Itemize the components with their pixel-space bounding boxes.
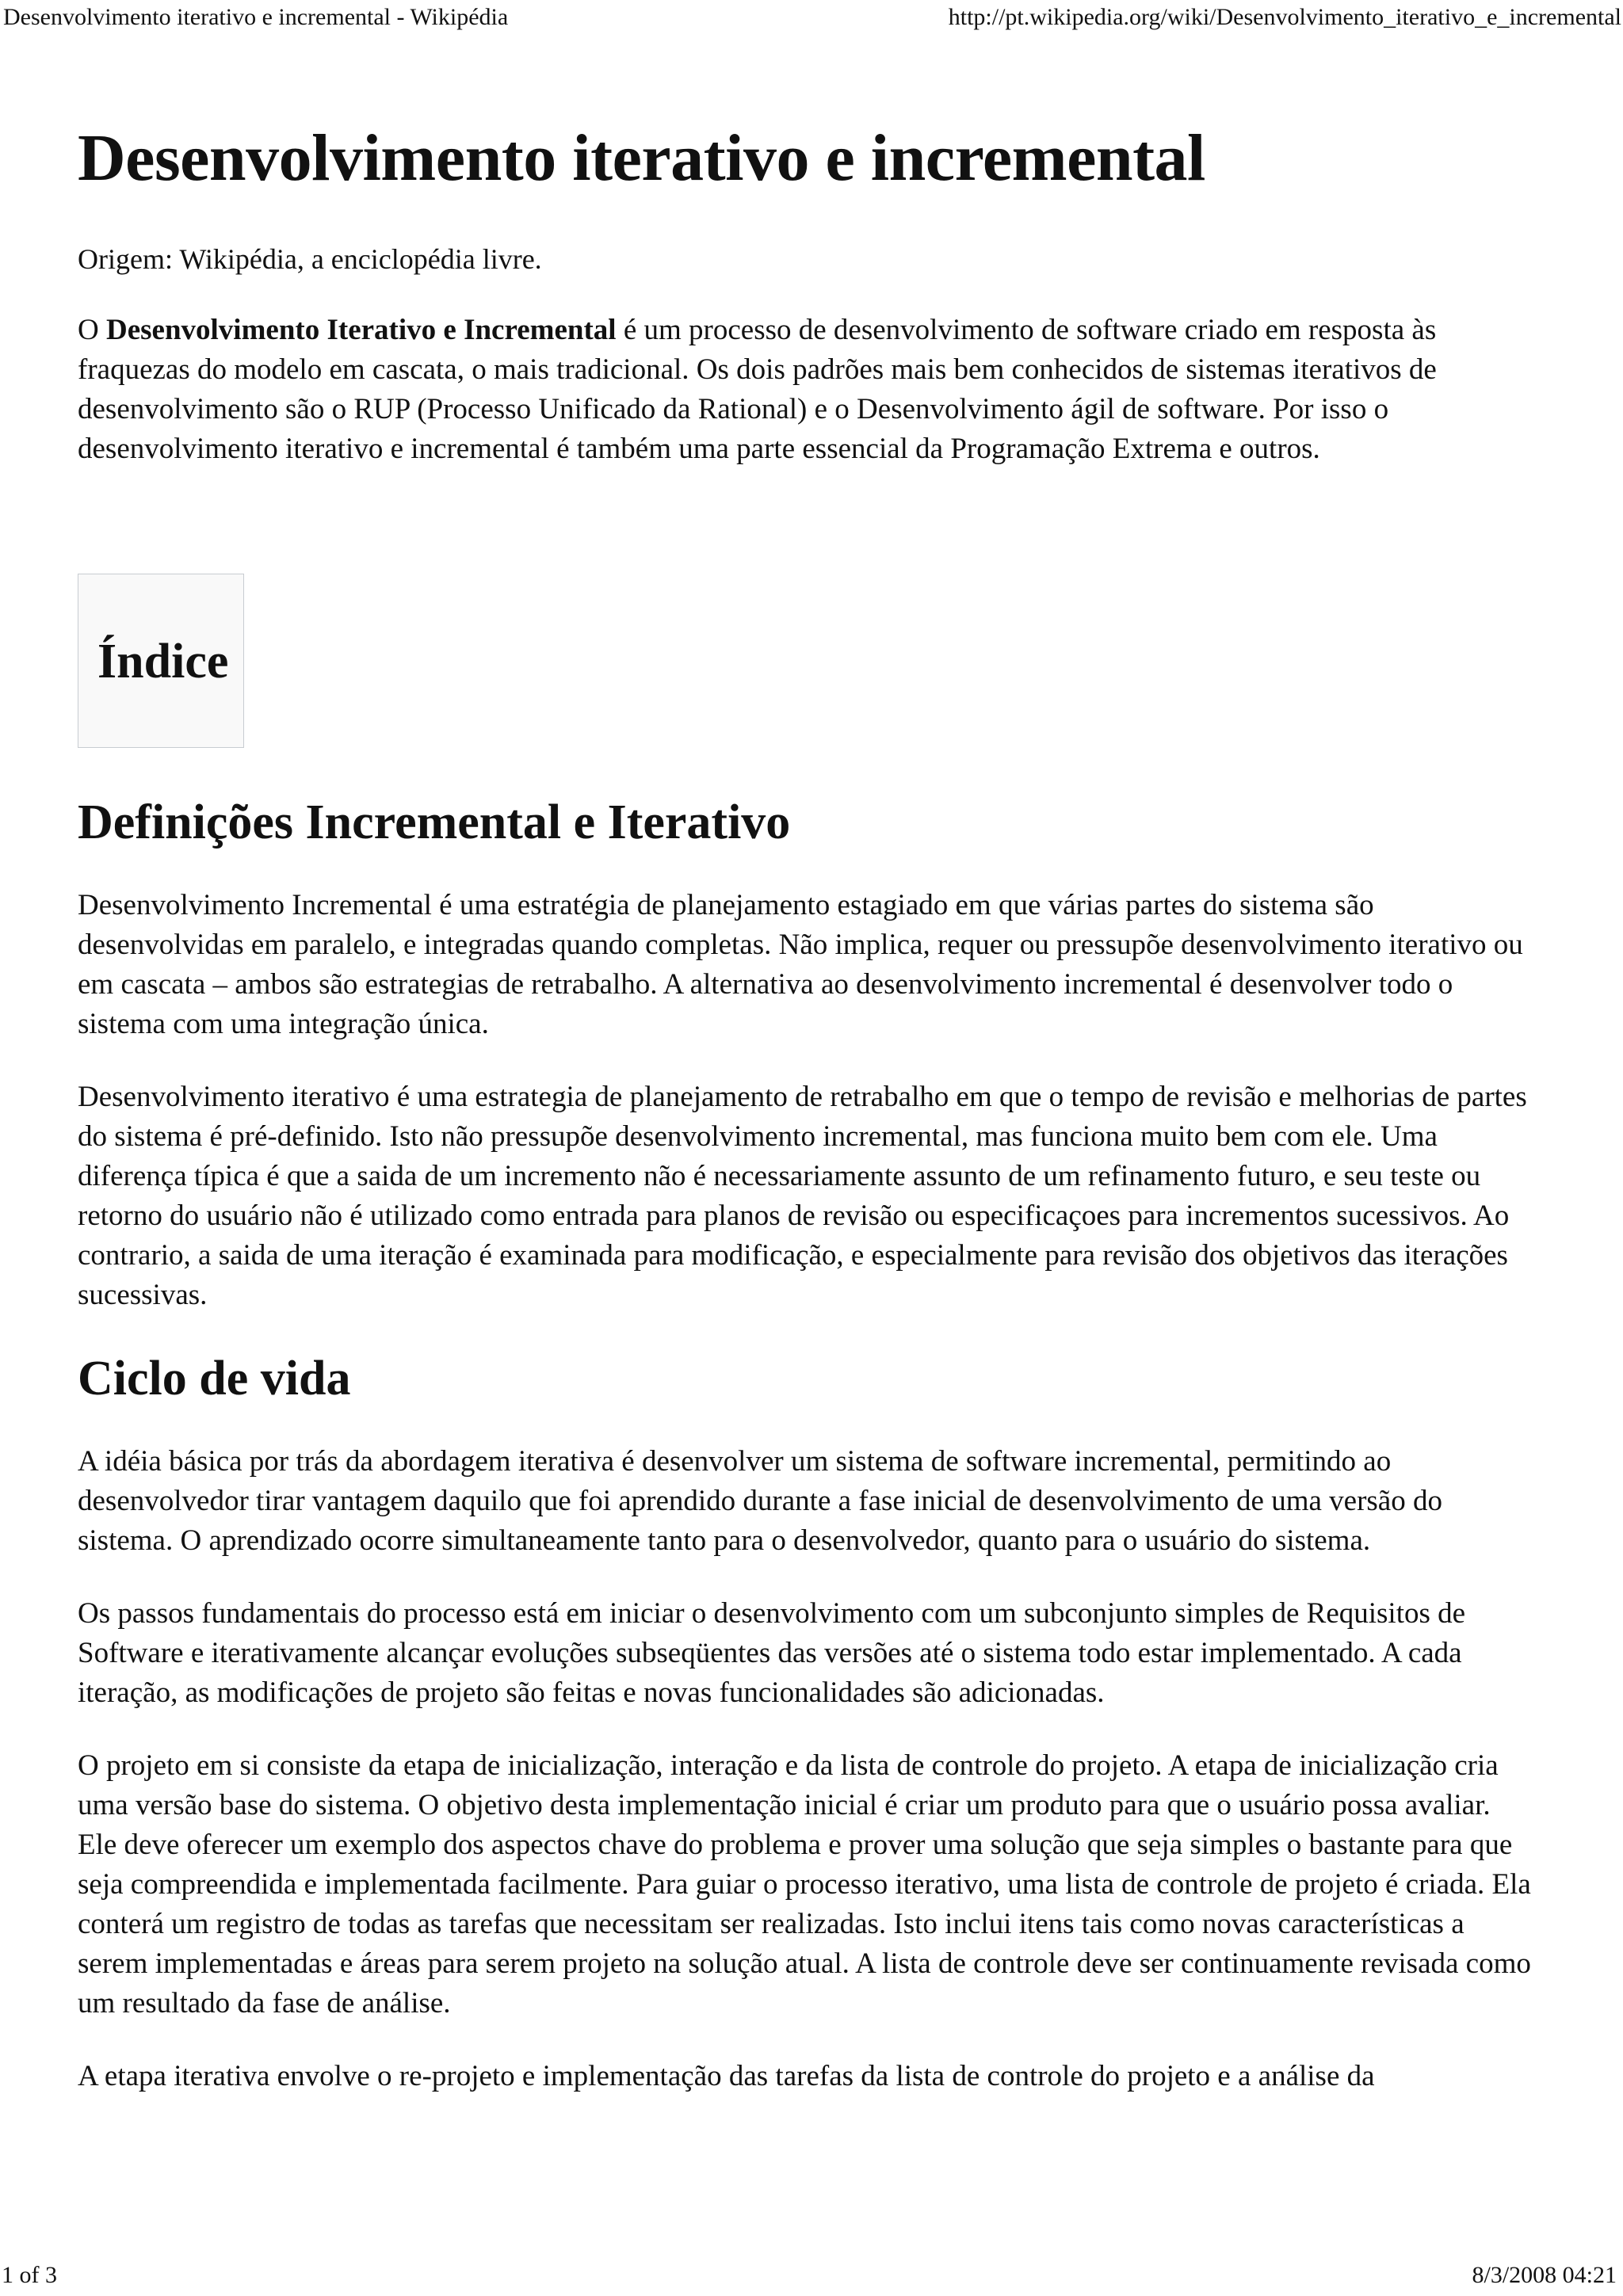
intro-paragraph	[78, 311, 1536, 469]
print-header-url: http://pt.wikipedia.org/wiki/Desenvolvimento_iterativo_e_incremental	[948, 4, 1621, 30]
toc-heading: Índice	[97, 635, 229, 688]
print-header-page-title: Desenvolvimento iterativo e incremental - Wikipédia	[3, 4, 509, 30]
section-heading-definicoes: Definições Incremental e Iterativo	[78, 795, 791, 849]
article-source-line: Origem: Wikipédia, a enciclopédia livre.	[78, 243, 542, 275]
page-title: Desenvolvimento iterativo e incremental	[78, 121, 1205, 195]
print-footer-datetime: 8/3/2008 04:21	[1472, 2262, 1617, 2288]
section-paragraph: O projeto em si consiste da etapa de inicialização, interação e da lista de controle do projeto. A etapa de inicialização cria uma versão base do sistema. O objetivo desta implementação inicial é criar um produto para que o usuário possa avaliar. Ele deve oferecer um exemplo dos aspectos chave do problema e prover uma solução que seja simples o bastante para que seja compreendida e implementada facilmente. Para guiar o processo iterativo, uma lista de controle de projeto é criada. Ela conterá um registro de todas as tarefas que necessitam ser realizadas. Isto inclui itens tais como novas características a serem implementadas e áreas para serem projeto na solução atual. A lista de controle deve ser continuamente revisada como um resultado da fase de análise.	[78, 1749, 1531, 2019]
section-paragraph: Desenvolvimento iterativo é uma estrategia de planejamento de retrabalho em que o tempo de revisão e melhorias de partes do sistema é pré-definido. Isto não pressupõe desenvolvimento incremental, mas funciona muito bem com ele. Uma diferença típica é que a saida de um incremento não é necessariamente assunto de um refinamento futuro, e seu teste ou retorno do usuário não é utilizado como entrada para planos de revisão ou especificaçoes para incrementos sucessivos. Ao contrario, a saida de uma iteração é examinada para modificação, e especialmente para revisão dos objetivos das iterações sucessivas.	[78, 1081, 1527, 1311]
intro-lead: O	[78, 314, 106, 346]
article-content	[78, 111, 1536, 2096]
section-paragraph: A idéia básica por trás da abordagem iterativa é desenvolver um sistema de software incremental, permitindo ao desenvolvedor tirar vantagem daquilo que foi aprendido durante a fase inicial de desenvolvimento de uma versão do sistema. O aprendizado ocorre simultaneamente tanto para o desenvolvedor, quanto para o usuário do sistema.	[78, 1445, 1442, 1557]
print-footer	[0, 2258, 1623, 2293]
table-of-contents	[78, 574, 244, 748]
section-paragraph: A etapa iterativa envolve o re-projeto e implementação das tarefas da lista de controle do projeto e a análise da	[78, 2060, 1375, 2092]
section-heading-ciclo-de-vida: Ciclo de vida	[78, 1352, 351, 1405]
section-paragraph: Os passos fundamentais do processo está em iniciar o desenvolvimento com um subconjunto simples de Requisitos de Software e iterativamente alcançar evoluções subseqüentes das versões até o sistema todo estar implementado. A cada iteração, as modificações de projeto são feitas e novas funcionalidades são adicionadas.	[78, 1597, 1466, 1709]
print-header	[0, 0, 1623, 35]
section-paragraph: Desenvolvimento Incremental é uma estratégia de planejamento estagiado em que várias partes do sistema são desenvolvidas em paralelo, e integradas quando completas. Não implica, requer ou pressupõe desenvolvimento iterativo ou em cascata – ambos são estrategias de retrabalho. A alternativa ao desenvolvimento incremental é desenvolver todo o sistema com uma integração única.	[78, 889, 1523, 1040]
intro-rest: é um processo de desenvolvimento de software criado em resposta às fraquezas do modelo em cascata, o mais tradicional. Os dois padrões mais bem conhecidos de sistemas iterativos de desenvolvimento são o RUP (Processo Unificado da Rational) e o Desenvolvimento ágil de software. Por isso o desenvolvimento iterativo e incremental é também uma parte essencial da Programação Extrema e outros.	[78, 314, 1437, 465]
intro-bold-term: Desenvolvimento Iterativo e Incremental	[105, 314, 617, 346]
print-footer-page-count: 1 of 3	[2, 2262, 57, 2288]
